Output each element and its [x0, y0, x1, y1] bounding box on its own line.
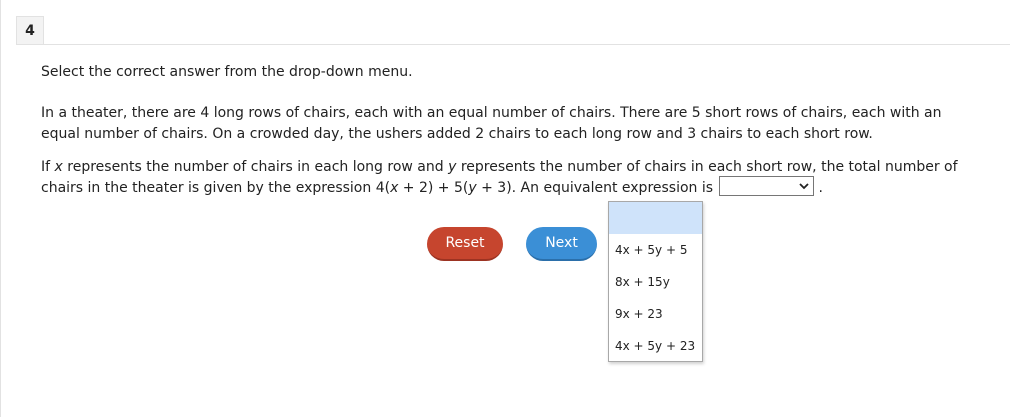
- dropdown-option-blank[interactable]: [609, 202, 702, 234]
- para2-text-2: represents the number of chairs in each long row and: [62, 159, 449, 175]
- question-number: 4: [16, 16, 44, 44]
- dropdown-options-list: [608, 201, 703, 362]
- para2-text-1: If: [41, 159, 55, 175]
- dropdown-option-1[interactable]: 4x + 5y + 5: [615, 243, 688, 257]
- variable-x-expression: x: [390, 180, 399, 196]
- dropdown-option-3[interactable]: 9x + 23: [615, 307, 663, 321]
- reset-button[interactable]: Reset: [427, 227, 503, 261]
- sentence-end-period: .: [818, 180, 823, 196]
- next-button[interactable]: Next: [526, 227, 597, 261]
- chevron-down-icon: [798, 180, 810, 192]
- answer-dropdown[interactable]: [719, 176, 814, 196]
- header-divider: [16, 44, 1010, 45]
- variable-y: y: [448, 159, 457, 175]
- dropdown-option-2[interactable]: 8x + 15y: [615, 275, 670, 289]
- variable-y-expression: y: [468, 180, 477, 196]
- variable-x: x: [54, 159, 63, 175]
- left-border: [0, 0, 1, 417]
- problem-paragraph-2: [41, 157, 981, 199]
- para2-text-4: + 2) + 5(: [398, 180, 469, 196]
- para2-text-3: represents the number of chairs in each short row, the total number of chairs in the theater is given by the expression 4(: [41, 159, 958, 196]
- problem-paragraph-1: In a theater, there are 4 long rows of chairs, each with an equal number of chairs. There are 5 short rows of chairs, each with an equal number of chairs. On a crowded day, the ushers added 2 chairs to each long row and 3 chairs to each short row.: [41, 105, 942, 142]
- instruction-text: Select the correct answer from the drop-down menu.: [41, 64, 413, 80]
- dropdown-option-4[interactable]: 4x + 5y + 23: [615, 339, 696, 353]
- para2-text-5: + 3). An equivalent expression is: [476, 180, 714, 196]
